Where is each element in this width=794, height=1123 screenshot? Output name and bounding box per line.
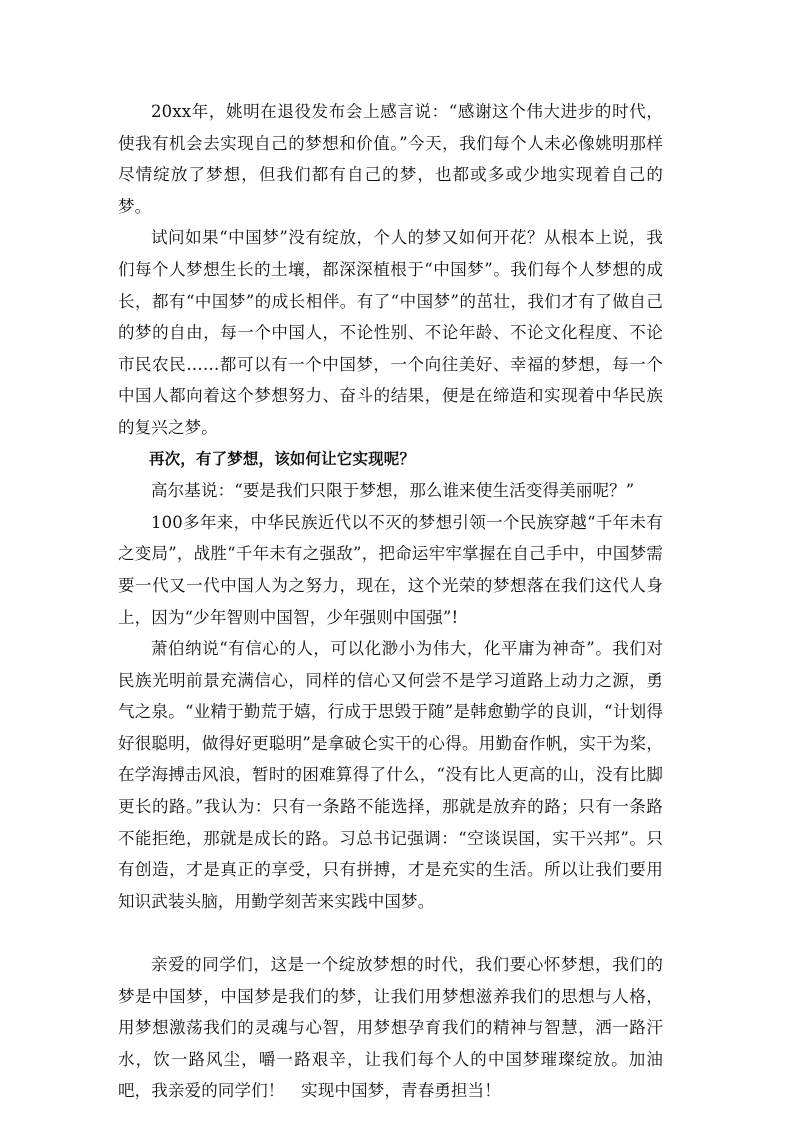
document-body [118, 96, 663, 1107]
section-heading: 再次，有了梦想，该如何让它实现呢？ [149, 449, 416, 468]
blank-line [118, 917, 663, 949]
paragraph-hundred-years: 100多年来，中华民族近代以不灭的梦想引领一个民族穿越“千年未有之变局”，战胜“千年未有之强敌”，把命运牢牢掌握在自己手中，中国梦需要一代又一代中国人为之努力，现在，这个光荣的梦想落在我们这代人身上，因为“少年智则中国智，少年强则中国强”! [118, 512, 663, 627]
paragraph-yao-ming: 20xx年，姚明在退役发布会上感言说：“感谢这个伟大进步的时代，使我有机会去实现自己的梦想和价值。”今天，我们每个人未必像姚明那样尽情绽放了梦想，但我们都有自己的梦，也都或多或少地实现着自己的梦。 [118, 102, 663, 216]
paragraph-china-dream: 试问如果“中国梦”没有绽放，个人的梦又如何开花？从根本上说，我们每个人梦想生长的土壤，都深深植根于“中国梦”。我们每个人梦想的成长，都有“中国梦”的成长相伴。有了“中国梦”的茁壮，我们才有了做自己的梦的自由，每一个中国人，不论性别、不论年龄、不论文化程度、不论市民农民……都可以有一个中国梦，一个向往美好、幸福的梦想，每一个中国人都向着这个梦想努力、奋斗的结果，便是在缔造和实现着中华民族的复兴之梦。 [118, 228, 663, 437]
paragraph-closing: 亲爱的同学们，这是一个绽放梦想的时代，我们要心怀梦想，我们的梦是中国梦，中国梦是我们的梦，让我们用梦想滋养我们的思想与人格，用梦想激荡我们的灵魂与心智，用梦想孕育我们的精神与智慧，洒一路汗水，饮一路风尘，嚼一路艰辛，让我们每个人的中国梦璀璨绽放。加油吧，我亲爱的同学们！ 实现中国梦，青春勇担当！ [118, 955, 663, 1101]
paragraph-shaw-quote: 萧伯纳说“有信心的人，可以化渺小为伟大，化平庸为神奇”。我们对民族光明前景充满信心，同样的信心又何尝不是学习道路上动力之源，勇气之泉。“业精于勤荒于嬉，行成于思毁于随”是韩愈勤学的良训，“计划得好很聪明，做得好更聪明”是拿破仑实干的心得。用勤奋作帆，实干为桨，在学海搏击风浪，暂时的困难算得了什么，“没有比人更高的山，没有比脚更长的路。”我认为：只有一条路不能选择，那就是放弃的路；只有一条路不能拒绝，那就是成长的路。习总书记强调：“空谈误国，实干兴邦”。只有创造，才是真正的享受，只有拼搏，才是充实的生活。所以让我们要用知识武装头脑，用勤学刻苦来实践中国梦。 [118, 639, 663, 911]
paragraph-gorky-quote: 高尔基说：“要是我们只限于梦想，那么谁来使生活变得美丽呢？” [151, 481, 635, 501]
